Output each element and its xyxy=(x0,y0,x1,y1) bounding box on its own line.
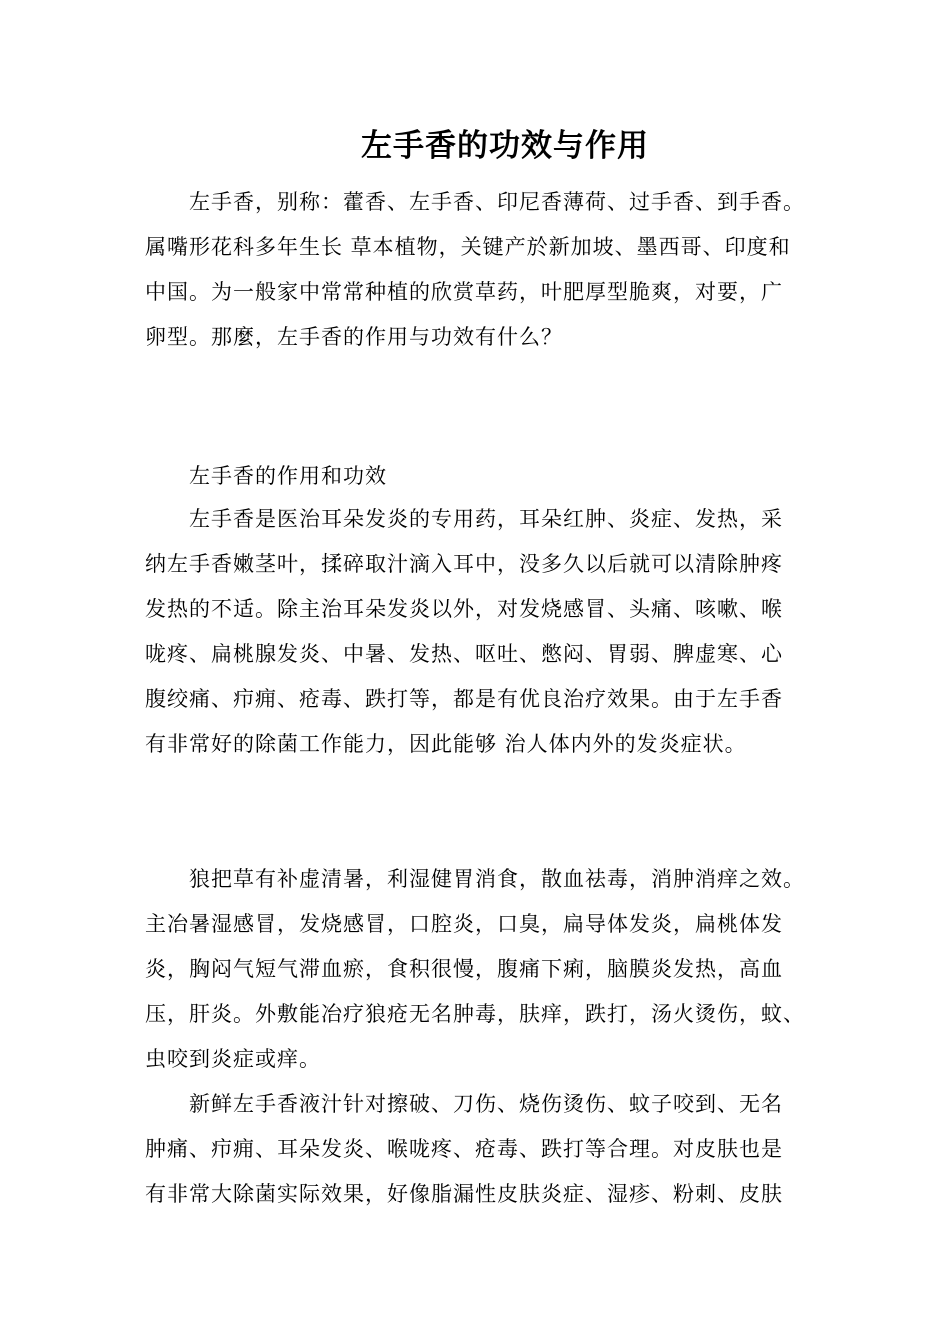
section-heading: 左手香的作用和功效 xyxy=(189,464,387,488)
third-line: 狼把草有补虚清暑，利湿健胃消食，散血祛毒，消肿消痒之效。 xyxy=(189,867,805,891)
section-line: 发热的不适。除主治耳朵发炎以外，对发烧感冒、头痛、咳嗽、喉 xyxy=(145,597,783,621)
section-line: 有非常好的除菌工作能力，因此能够 治人体内外的发炎症状。 xyxy=(145,732,747,756)
section-line: 咙疼、扁桃腺发炎、中暑、发热、呕吐、憋闷、胃弱、脾虚寒、心 xyxy=(145,642,783,666)
fourth-line: 新鲜左手香液汁针对擦破、刀伤、烧伤烫伤、蚊子咬到、无名 xyxy=(189,1092,783,1116)
fourth-line: 有非常大除菌实际效果，好像脂漏性皮肤炎症、湿疹、粉刺、皮肤 xyxy=(145,1182,783,1206)
section-line: 纳左手香嫩茎叶，揉碎取汁滴入耳中，没多久以后就可以清除肿疼 xyxy=(145,552,783,576)
third-line: 压，肝炎。外敷能冶疗狼疮无名肿毒，肤痒，跌打，汤火烫伤，蚊、 xyxy=(145,1002,805,1026)
third-line: 炎，胸闷气短气滞血瘀，食积很慢，腹痛下痢，脑膜炎发热，高血 xyxy=(145,957,783,981)
intro-line: 属嘴形花科多年生长 草本植物，关键产於新加坡、墨西哥、印度和 xyxy=(145,235,791,259)
section-line: 左手香是医治耳朵发炎的专用药，耳朵红肿、炎症、发热，采 xyxy=(189,507,783,531)
fourth-line: 肿痛、疖痈、耳朵发炎、喉咙疼、疮毒、跌打等合理。对皮肤也是 xyxy=(145,1137,783,1161)
third-line: 虫咬到炎症或痒。 xyxy=(145,1047,321,1071)
section-line: 腹绞痛、疖痈、疮毒、跌打等，都是有优良治疗效果。由于左手香 xyxy=(145,687,783,711)
intro-paragraph xyxy=(145,180,820,360)
document-title: 左手香的功效与作用 xyxy=(361,128,649,164)
intro-line: 左手香，别称：藿香、左手香、印尼香薄荷、过手香、到手香。 xyxy=(189,190,805,214)
section-paragraph xyxy=(145,497,820,767)
fourth-paragraph xyxy=(145,1082,820,1217)
intro-line: 卵型。那麼，左手香的作用与功效有什么？ xyxy=(145,325,563,349)
third-paragraph xyxy=(145,857,820,1082)
third-line: 主冶暑湿感冒，发烧感冒，口腔炎，口臭，扁导体发炎，扁桃体发 xyxy=(145,912,783,936)
intro-line: 中国。为一般家中常常种植的欣赏草药，叶肥厚型脆爽，对要，广 xyxy=(145,280,783,304)
